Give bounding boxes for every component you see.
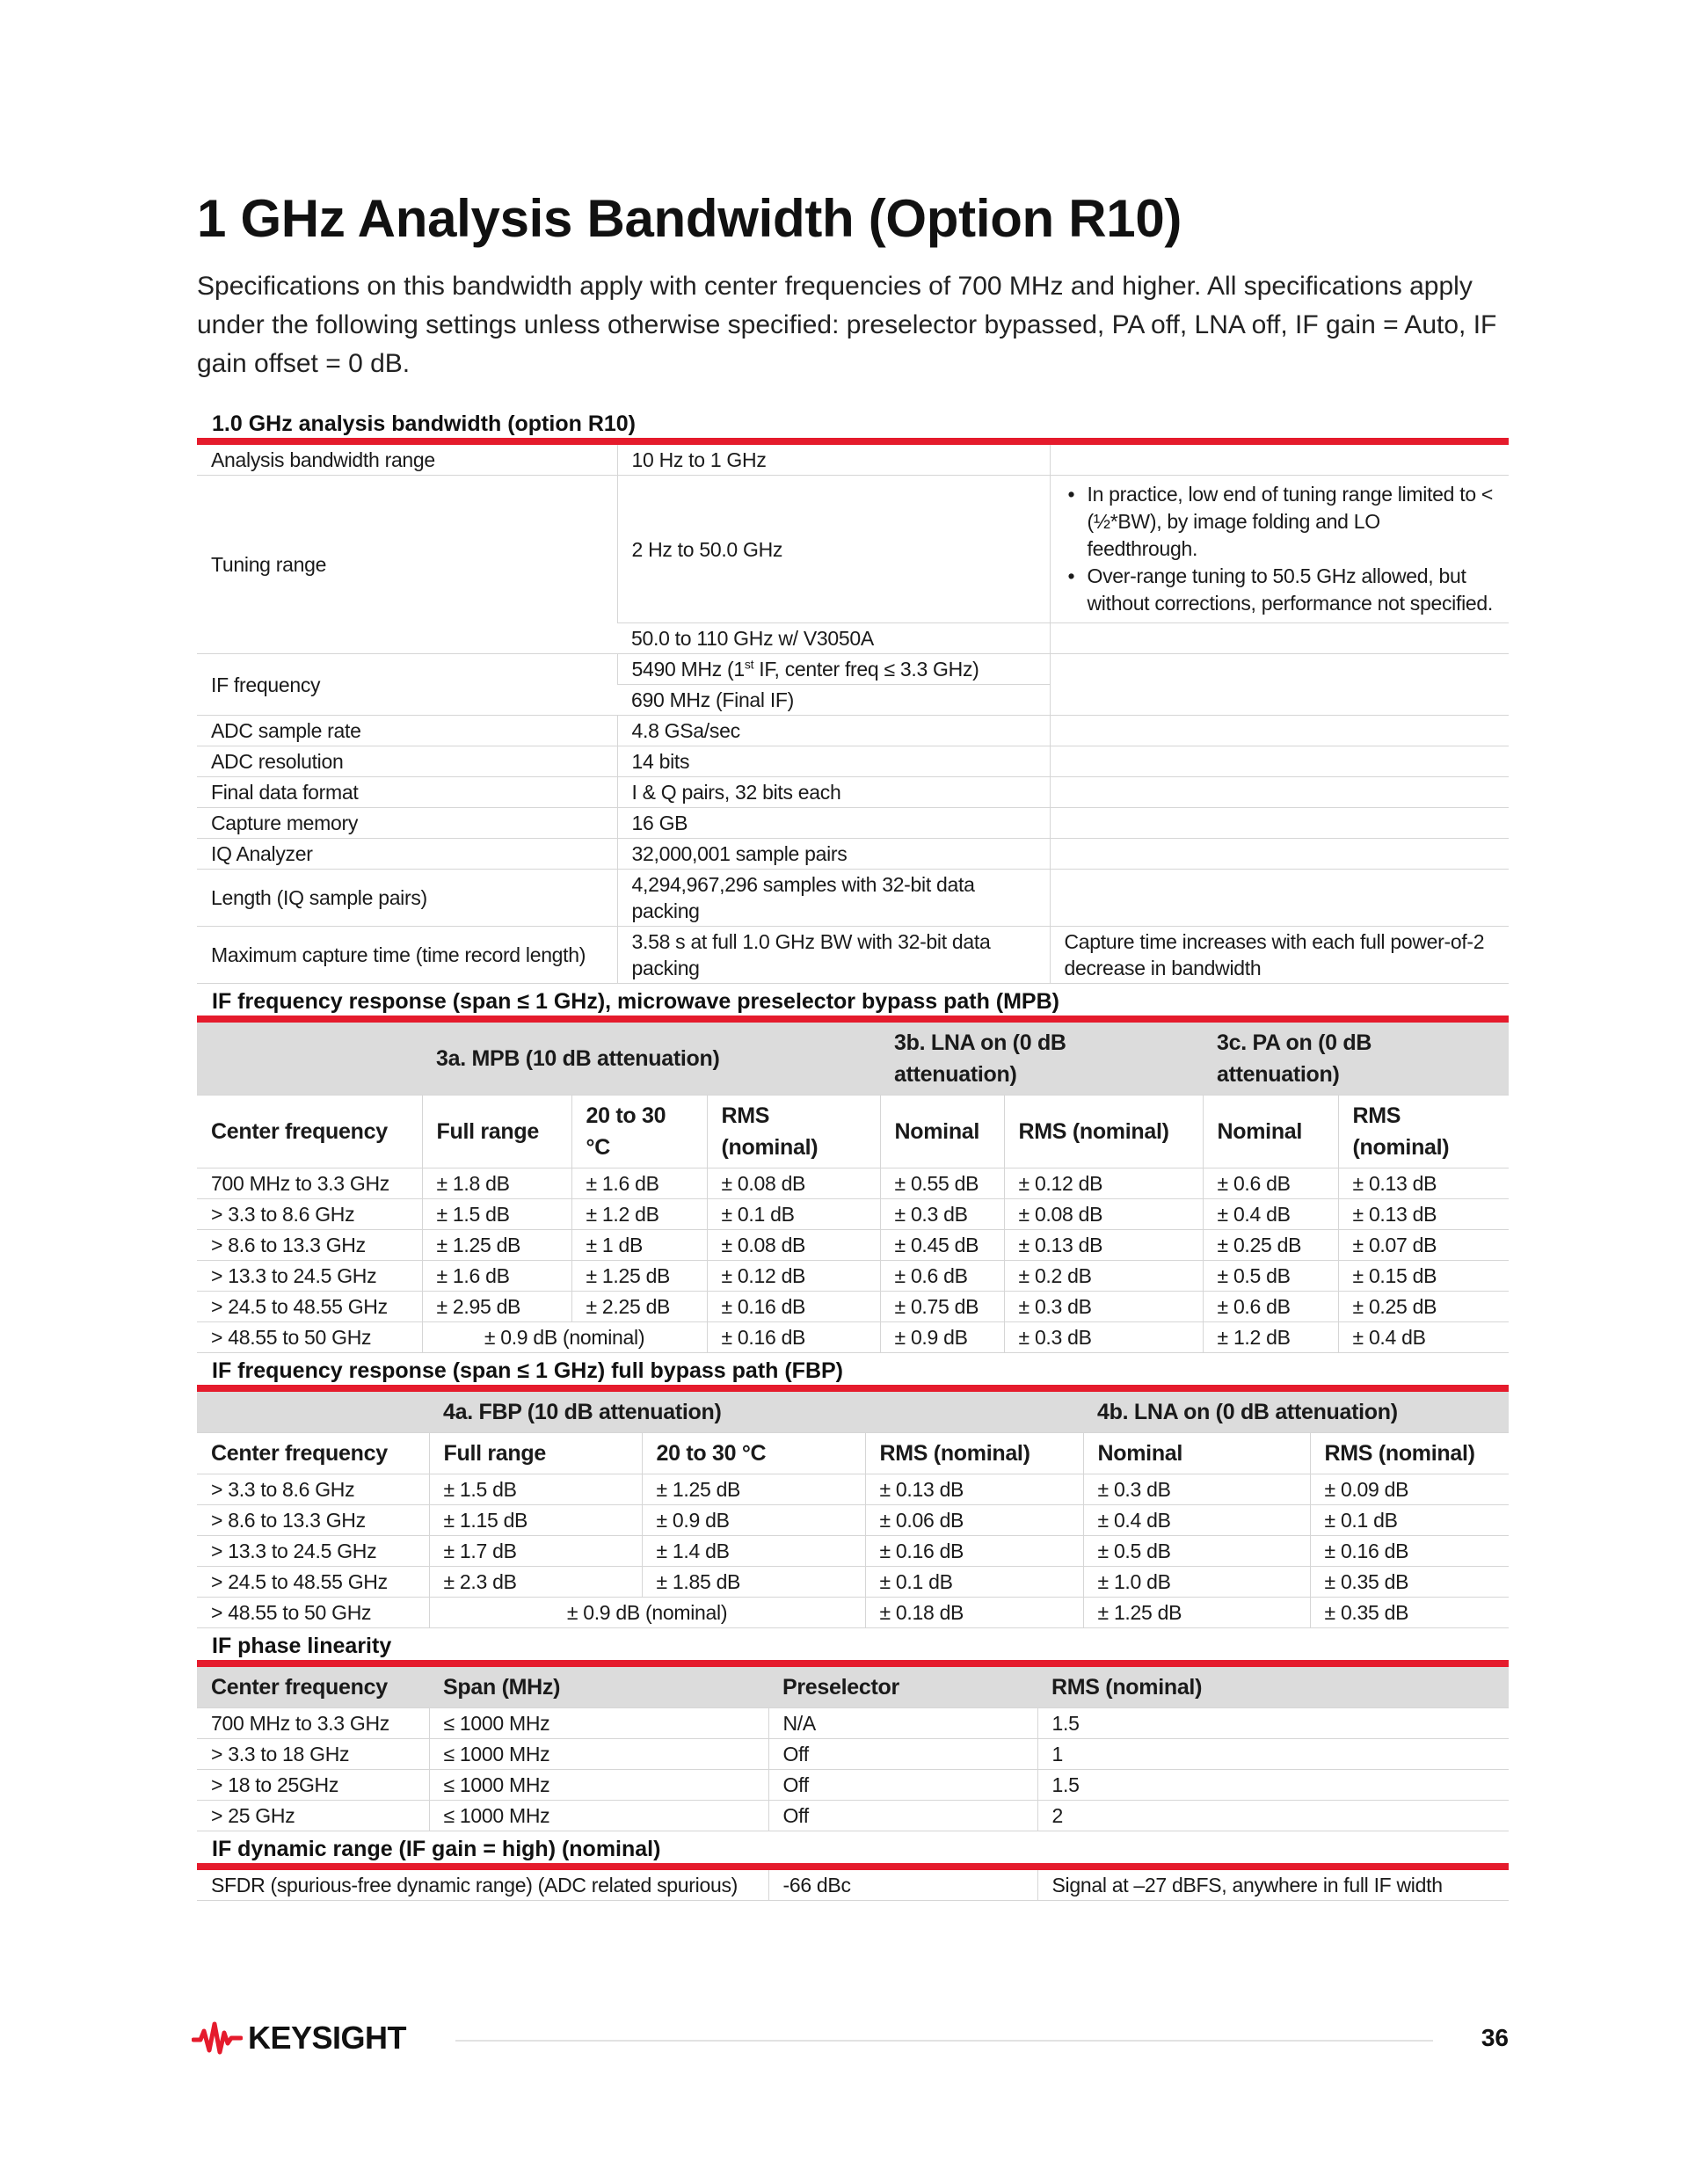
table-row [197, 746, 1509, 777]
table-cell: ± 0.18 dB [865, 1598, 1083, 1628]
table-cell: > 48.55 to 50 GHz [197, 1322, 422, 1353]
row-label: Final data format [197, 777, 617, 808]
table-row [197, 927, 1509, 984]
column-header-row [197, 1096, 1509, 1168]
group-header-row [197, 1019, 1509, 1096]
table-cell: ± 1.8 dB [422, 1168, 571, 1199]
col-header: Full range [422, 1096, 571, 1168]
row-note [1050, 716, 1509, 746]
keysight-logo [192, 2019, 406, 2057]
table-cell: ± 1.25 dB [642, 1474, 865, 1505]
fbp-table-title: IF frequency response (span ≤ 1 GHz) full bypass path (FBP) [212, 1358, 844, 1383]
header-cell [197, 1388, 429, 1433]
page-title: 1 GHz Analysis Bandwidth (Option R10) [197, 189, 1182, 248]
group-header-fbp: 4a. FBP (10 dB attenuation) [429, 1388, 1083, 1433]
table-cell: > 18 to 25GHz [197, 1770, 429, 1801]
table-cell: ± 0.6 dB [880, 1261, 1004, 1292]
fbp-table [197, 1385, 1509, 1628]
row-value: 10 Hz to 1 GHz [617, 441, 1050, 476]
table-cell: ± 1.6 dB [571, 1168, 707, 1199]
table-cell: ± 1.5 dB [429, 1474, 642, 1505]
table-cell: ± 0.45 dB [880, 1230, 1004, 1261]
table-cell: ± 1 dB [571, 1230, 707, 1261]
table-cell: N/A [768, 1708, 1037, 1739]
col-header: Nominal [880, 1096, 1004, 1168]
table-cell: ± 0.08 dB [1004, 1199, 1203, 1230]
table-cell: ± 1.85 dB [642, 1567, 865, 1598]
table-cell: ± 0.12 dB [707, 1261, 880, 1292]
row-value: 2 Hz to 50.0 GHz [617, 476, 1050, 623]
table-cell: ± 0.1 dB [1310, 1505, 1509, 1536]
table-cell: ± 0.25 dB [1338, 1292, 1509, 1322]
table-cell: ≤ 1000 MHz [429, 1801, 768, 1831]
table-cell: ≤ 1000 MHz [429, 1708, 768, 1739]
table-cell: ± 1.0 dB [1083, 1567, 1310, 1598]
col-header: Preselector [768, 1663, 1037, 1708]
mpb-table [197, 1016, 1509, 1353]
group-header-lna: 4b. LNA on (0 dB attenuation) [1083, 1388, 1509, 1433]
row-label: Capture memory [197, 808, 617, 839]
table-cell: ± 1.2 dB [571, 1199, 707, 1230]
table-cell: ± 0.3 dB [880, 1199, 1004, 1230]
table-cell: ± 2.3 dB [429, 1567, 642, 1598]
row-note: Capture time increases with each full power-of-2 decrease in bandwidth [1050, 927, 1509, 984]
table-cell: ± 1.25 dB [1083, 1598, 1310, 1628]
table-cell: ± 0.13 dB [1338, 1199, 1509, 1230]
table-cell: 1 [1037, 1739, 1509, 1770]
table-cell: ± 0.08 dB [707, 1168, 880, 1199]
table-cell: ± 2.95 dB [422, 1292, 571, 1322]
table-cell: ± 0.16 dB [865, 1536, 1083, 1567]
table-cell: > 8.6 to 13.3 GHz [197, 1505, 429, 1536]
if-value-post: IF, center freq ≤ 3.3 GHz) [753, 658, 979, 681]
table-row [197, 1199, 1509, 1230]
table-cell: ± 0.4 dB [1338, 1322, 1509, 1353]
table-cell: ± 0.1 dB [865, 1567, 1083, 1598]
phase-table [197, 1660, 1509, 1831]
row-value: 32,000,001 sample pairs [617, 839, 1050, 870]
table-row [197, 1505, 1509, 1536]
group-header-row [197, 1388, 1509, 1433]
table-cell: > 48.55 to 50 GHz [197, 1598, 429, 1628]
table-cell: > 24.5 to 48.55 GHz [197, 1567, 429, 1598]
row-note [1050, 839, 1509, 870]
table-row [197, 1739, 1509, 1770]
table-cell: ± 0.35 dB [1310, 1567, 1509, 1598]
row-label: IF frequency [197, 654, 617, 716]
table-cell: ± 0.6 dB [1203, 1292, 1338, 1322]
table-cell: ± 0.2 dB [1004, 1261, 1203, 1292]
table-cell: > 25 GHz [197, 1801, 429, 1831]
table-cell: ± 0.55 dB [880, 1168, 1004, 1199]
table-cell: > 13.3 to 24.5 GHz [197, 1261, 422, 1292]
phase-table-title: IF phase linearity [212, 1634, 392, 1658]
intro-paragraph: Specifications on this bandwidth apply with center frequencies of 700 MHz and higher. All specifications apply under the following settings unless otherwise specified: preselector bypassed, PA off, LNA off, IF gain = Auto, IF gain offset = 0 dB. [197, 272, 1497, 378]
row-label: Maximum capture time (time record length) [197, 927, 617, 984]
table-cell: ± 0.5 dB [1203, 1261, 1338, 1292]
table-row [197, 654, 1509, 685]
group-header-lna: 3b. LNA on (0 dB attenuation) [880, 1019, 1203, 1096]
row-label: Length (IQ sample pairs) [197, 870, 617, 927]
row-value: 4,294,967,296 samples with 32-bit data packing [617, 870, 1050, 927]
table-row [197, 1567, 1509, 1598]
table-cell: ≤ 1000 MHz [429, 1770, 768, 1801]
mpb-table-title: IF frequency response (span ≤ 1 GHz), microwave preselector bypass path (MPB) [212, 989, 1059, 1014]
spec-table [197, 438, 1509, 984]
table-cell: > 8.6 to 13.3 GHz [197, 1230, 422, 1261]
col-header: Nominal [1083, 1433, 1310, 1474]
col-header: Center frequency [197, 1433, 429, 1474]
table-cell: Off [768, 1801, 1037, 1831]
row-value [617, 654, 1050, 685]
table-row [197, 1322, 1509, 1353]
list-item: • Over-range tuning to 50.5 GHz allowed, but without corrections, performance not specified. [1088, 563, 1495, 617]
group-header-pa: 3c. PA on (0 dB attenuation) [1203, 1019, 1509, 1096]
row-label: ADC resolution [197, 746, 617, 777]
notes-list [1065, 481, 1495, 617]
table-row [197, 441, 1509, 476]
table-cell: > 13.3 to 24.5 GHz [197, 1536, 429, 1567]
fbp-rows [197, 1474, 1509, 1598]
row-label: Analysis bandwidth range [197, 441, 617, 476]
table-row [197, 1708, 1509, 1739]
spec-table-title: 1.0 GHz analysis bandwidth (option R10) [212, 411, 637, 436]
row-value: 50.0 to 110 GHz w/ V3050A [617, 623, 1050, 654]
col-header: Center frequency [197, 1096, 422, 1168]
column-header-row [197, 1433, 1509, 1474]
footer-divider [455, 2040, 1433, 2042]
row-value: -66 dBc [768, 1867, 1037, 1901]
col-header: 20 to 30 °C [571, 1096, 707, 1168]
table-cell: ± 1.15 dB [429, 1505, 642, 1536]
table-row [197, 1598, 1509, 1628]
phase-rows [197, 1708, 1509, 1831]
table-cell: ± 1.25 dB [422, 1230, 571, 1261]
table-cell: ± 1.4 dB [642, 1536, 865, 1567]
row-note: Signal at –27 dBFS, anywhere in full IF width [1037, 1867, 1509, 1901]
row-note [1050, 808, 1509, 839]
row-label: IQ Analyzer [197, 839, 617, 870]
table-row [197, 1536, 1509, 1567]
table-cell: ± 0.13 dB [1004, 1230, 1203, 1261]
table-cell: ± 1.2 dB [1203, 1322, 1338, 1353]
table-cell: ± 1.5 dB [422, 1199, 571, 1230]
col-header: RMS (nominal) [1338, 1096, 1509, 1168]
logo-text: KEYSIGHT [248, 2020, 407, 2056]
col-header: RMS (nominal) [1037, 1663, 1509, 1708]
table-row [197, 1292, 1509, 1322]
table-cell: ± 1.25 dB [571, 1261, 707, 1292]
table-cell: 700 MHz to 3.3 GHz [197, 1708, 429, 1739]
table-cell: ≤ 1000 MHz [429, 1739, 768, 1770]
table-cell: ± 0.3 dB [1004, 1322, 1203, 1353]
row-note [1050, 746, 1509, 777]
table-cell: ± 1.7 dB [429, 1536, 642, 1567]
table-cell: ± 0.07 dB [1338, 1230, 1509, 1261]
table-cell: > 24.5 to 48.55 GHz [197, 1292, 422, 1322]
dyn-table-title: IF dynamic range (IF gain = high) (nominal) [212, 1837, 661, 1861]
table-row [197, 716, 1509, 746]
table-cell: ± 0.4 dB [1083, 1505, 1310, 1536]
table-row [197, 839, 1509, 870]
row-note [1050, 623, 1509, 654]
table-cell: ± 0.16 dB [1310, 1536, 1509, 1567]
table-cell: 700 MHz to 3.3 GHz [197, 1168, 422, 1199]
table-cell: ± 2.25 dB [571, 1292, 707, 1322]
table-row [197, 1474, 1509, 1505]
table-cell: ± 0.06 dB [865, 1505, 1083, 1536]
if-value-pre: 5490 MHz (1 [631, 658, 745, 681]
table-cell: 1.5 [1037, 1708, 1509, 1739]
table-row [197, 1770, 1509, 1801]
table-cell: ± 0.4 dB [1203, 1199, 1338, 1230]
row-label: ADC sample rate [197, 716, 617, 746]
col-header: 20 to 30 °C [642, 1433, 865, 1474]
table-cell: ± 0.3 dB [1083, 1474, 1310, 1505]
table-cell: ± 0.75 dB [880, 1292, 1004, 1322]
table-row [197, 777, 1509, 808]
table-row [197, 1801, 1509, 1831]
row-note [1050, 476, 1509, 623]
page-content [197, 185, 1509, 1901]
col-header: RMS (nominal) [865, 1433, 1083, 1474]
table-cell: ± 0.3 dB [1004, 1292, 1203, 1322]
keysight-wave-icon [192, 2019, 243, 2057]
table-cell: ± 0.5 dB [1083, 1536, 1310, 1567]
table-cell: ± 0.6 dB [1203, 1168, 1338, 1199]
mpb-rows [197, 1168, 1509, 1322]
col-header: Nominal [1203, 1096, 1338, 1168]
row-label: SFDR (spurious-free dynamic range) (ADC related spurious) [197, 1867, 768, 1901]
table-cell: 2 [1037, 1801, 1509, 1831]
table-cell: ± 0.09 dB [1310, 1474, 1509, 1505]
row-note [1050, 870, 1509, 927]
table-cell: ± 0.1 dB [707, 1199, 880, 1230]
table-cell: ± 0.9 dB (nominal) [422, 1322, 707, 1353]
table-row [197, 1168, 1509, 1199]
row-value: 16 GB [617, 808, 1050, 839]
table-cell: ± 0.9 dB [880, 1322, 1004, 1353]
table-cell: ± 0.12 dB [1004, 1168, 1203, 1199]
table-cell: Off [768, 1770, 1037, 1801]
col-header: RMS (nominal) [1004, 1096, 1203, 1168]
table-row [197, 870, 1509, 927]
table-cell: ± 0.25 dB [1203, 1230, 1338, 1261]
table-cell: Off [768, 1739, 1037, 1770]
row-value: 690 MHz (Final IF) [617, 685, 1050, 716]
group-header-mpb: 3a. MPB (10 dB attenuation) [422, 1019, 880, 1096]
header-cell [197, 1019, 422, 1096]
table-row [197, 476, 1509, 623]
table-cell: ± 1.6 dB [422, 1261, 571, 1292]
table-cell: 1.5 [1037, 1770, 1509, 1801]
table-cell: > 3.3 to 18 GHz [197, 1739, 429, 1770]
table-cell: ± 0.35 dB [1310, 1598, 1509, 1628]
page-footer [0, 2019, 1688, 2063]
row-note [1050, 777, 1509, 808]
row-value: I & Q pairs, 32 bits each [617, 777, 1050, 808]
table-cell: ± 0.16 dB [707, 1322, 880, 1353]
row-value: 14 bits [617, 746, 1050, 777]
page-number: 36 [1481, 2024, 1509, 2051]
if-value-sup: st [744, 657, 754, 672]
table-cell: ± 0.13 dB [865, 1474, 1083, 1505]
row-label: Tuning range [197, 476, 617, 654]
table-row [197, 1867, 1509, 1901]
table-cell: ± 0.9 dB (nominal) [429, 1598, 865, 1628]
row-value: 4.8 GSa/sec [617, 716, 1050, 746]
col-header: Center frequency [197, 1663, 429, 1708]
col-header: Full range [429, 1433, 642, 1474]
table-row [197, 808, 1509, 839]
row-note [1050, 654, 1509, 716]
list-item: • In practice, low end of tuning range limited to < (½*BW), by image folding and LO feedthrough. [1088, 481, 1495, 563]
table-cell: > 3.3 to 8.6 GHz [197, 1474, 429, 1505]
table-row [197, 1230, 1509, 1261]
table-cell: ± 0.15 dB [1338, 1261, 1509, 1292]
table-cell: ± 0.08 dB [707, 1230, 880, 1261]
col-header: RMS (nominal) [707, 1096, 880, 1168]
spec-rows [197, 716, 1509, 927]
table-cell: > 3.3 to 8.6 GHz [197, 1199, 422, 1230]
row-note [1050, 441, 1509, 476]
dyn-table [197, 1863, 1509, 1901]
row-value: 3.58 s at full 1.0 GHz BW with 32-bit data packing [617, 927, 1050, 984]
table-cell: ± 0.16 dB [707, 1292, 880, 1322]
column-header-row [197, 1663, 1509, 1708]
col-header: Span (MHz) [429, 1663, 768, 1708]
col-header: RMS (nominal) [1310, 1433, 1509, 1474]
table-cell: ± 0.13 dB [1338, 1168, 1509, 1199]
table-cell: ± 0.9 dB [642, 1505, 865, 1536]
table-row [197, 1261, 1509, 1292]
